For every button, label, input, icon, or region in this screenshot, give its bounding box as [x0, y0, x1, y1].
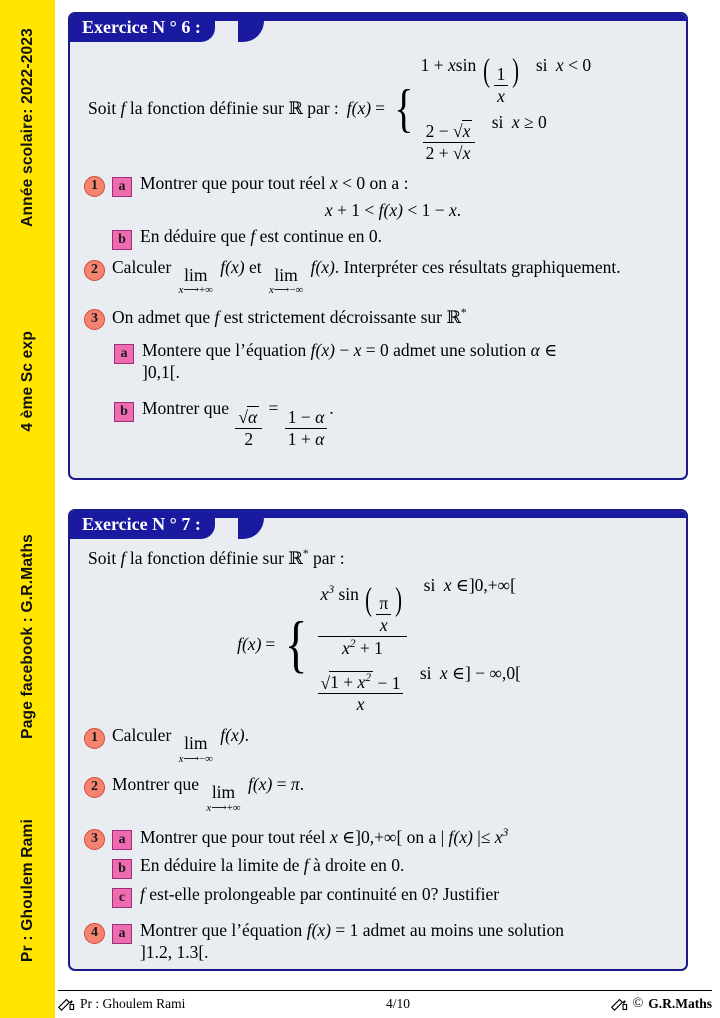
letter-badge-b: b	[112, 859, 132, 879]
sidebar-label-facebook: Page facebook : G.R.Maths	[18, 533, 36, 739]
pen-icon	[611, 998, 628, 1011]
exercise-7-definition: f (x) = { $x^3$ sin ( $\frac{\pi}{x}$ ) $x^2 + 1$ si x ∈]0,+∞[ $\frac{√1 + x^2 - 1}{x}$ si x ∈] − ∞,0[	[84, 572, 674, 718]
exercise-6-question-3b	[114, 392, 674, 449]
exercise-7-title: Exercice N ° 7 :	[70, 511, 215, 539]
exercise-7-q4a-text: Montrer que l’équation f(x) = 1 admet au moins une solution ]1.2, 1.3[.	[140, 919, 564, 962]
exercise-6-question-2	[84, 257, 674, 296]
exercise-7-question-1	[84, 725, 674, 764]
left-brace-icon: {	[285, 608, 308, 679]
exercise-7-intro: Soit f la fonction définie sur ℝ* par :	[88, 547, 345, 568]
exercise-6-intro: Soit f la fonction définie sur ℝ par :	[88, 97, 339, 118]
exercise-7-cases	[279, 572, 521, 718]
number-badge: 2	[84, 777, 105, 798]
exercise-7-question-3	[84, 826, 674, 908]
exercise-6-case-1: 1 + xsin ( $\frac{1}{x}$ ) si x < 0	[420, 51, 592, 106]
exercise-7-banner	[70, 511, 686, 539]
exercise-6-q1b-text: En déduire que f est continue en 0.	[140, 225, 383, 246]
number-badge: 2	[84, 260, 105, 281]
exercise-6-q3-text: On admet que f est strictement décroissante sur ℝ*	[112, 306, 467, 327]
exercise-6-case-2: $\frac{2 - √x}{2 + √x}$ si x ≥ 0	[421, 109, 591, 166]
exercise-7-q2-text: Montrer que lim x⟶+∞ f(x) = π.	[112, 774, 305, 814]
exercise-7-box	[68, 509, 688, 971]
left-brace-icon: {	[394, 78, 414, 139]
footer-page-number: 4/10	[385, 996, 410, 1011]
sidebar-slot-facebook	[0, 509, 55, 764]
sidebar-label-class: 4 ème Sc exp	[18, 331, 36, 433]
exercise-6-q2-text: Calculer lim x⟶+∞ f(x) et lim x⟶−∞ f(x). Interpréter ces résultats graphiquement.	[112, 256, 621, 296]
exercise-6-banner	[70, 14, 686, 42]
exercise-7-q3b-text: En déduire la limite de f à droite en 0.	[140, 854, 405, 875]
exercise-7-q1-text: Calculer lim x⟶−∞ f(x).	[112, 725, 249, 765]
page-footer	[58, 990, 712, 1012]
exercise-7-case-2: $\frac{√1 + x^2 - 1}{x}$ si x ∈] − ∞,0[	[316, 660, 521, 717]
number-badge: 1	[84, 728, 105, 749]
sidebar-slot-teacher	[0, 764, 55, 1018]
letter-badge-b: b	[112, 230, 132, 250]
number-badge: 4	[84, 923, 105, 944]
footer-brand-label: G.R.Maths	[648, 996, 712, 1011]
number-badge: 3	[84, 309, 105, 330]
exercise-6-box	[68, 12, 688, 480]
sidebar-slot-school-year	[0, 0, 55, 255]
letter-badge-a: a	[112, 830, 132, 850]
limit-operator: lim x⟶−∞	[268, 264, 304, 296]
footer-right	[611, 996, 712, 1012]
exercise-7-body	[70, 539, 686, 971]
sidebar-label-school-year: Année scolaire: 2022-2023	[18, 27, 36, 227]
exercise-7-question-4	[84, 920, 674, 964]
exercise-6-definition: Soit f la fonction définie sur ℝ par : f (x) = { 1 + xsin ( $\frac{1}{x}$ ) si x < 0 $\frac{2 - √x}{2 + √x}$ si x ≥ 0	[88, 52, 674, 166]
exercise-6-question-1	[84, 173, 674, 250]
exercise-7-q3a-text: Montrer que pour tout réel x ∈]0,+∞[ on a | f(x) |≤ $x^3$	[140, 826, 509, 847]
sidebar	[0, 0, 55, 1018]
exercise-6-q1a-formula: x + 1 < f(x) < 1 − x.	[324, 199, 462, 220]
exercise-6-q3b-text: Montrer que $\frac{√\alpha}{2}$ = $\frac{1 - \alpha}{1 + \alpha}$ .	[142, 397, 334, 449]
sidebar-label-teacher: Pr : Ghoulem Rami	[18, 819, 36, 963]
fraction-one-minus-alpha: $\frac{1 - \alpha}{1 + \alpha}$	[285, 408, 328, 449]
letter-badge-b: b	[114, 402, 134, 422]
letter-badge-a: a	[114, 344, 134, 364]
exercise-7-question-2	[84, 774, 674, 813]
letter-badge-a: a	[112, 177, 132, 197]
number-badge: 3	[84, 829, 105, 850]
exercise-6-q3a-text: Montere que l’équation f(x) − x = 0 admet une solution α ∈ ]0,1[.	[142, 339, 558, 382]
copyright-symbol: ©	[632, 996, 644, 1011]
sidebar-slot-class	[0, 255, 55, 510]
letter-badge-c: c	[112, 888, 132, 908]
exercise-6-body	[70, 42, 686, 459]
limit-operator: lim x⟶+∞	[206, 782, 241, 814]
exercise-6-question-3	[84, 306, 674, 330]
letter-badge-a: a	[112, 924, 132, 944]
footer-left	[58, 996, 185, 1012]
limit-operator: lim x⟶+∞	[178, 264, 213, 296]
exercise-6-question-3a	[114, 340, 674, 384]
pen-icon	[58, 998, 75, 1011]
exercise-7-fx-label: f	[237, 633, 242, 654]
exercise-6-title: Exercice N ° 6 :	[70, 14, 215, 42]
banner-notch	[238, 21, 264, 42]
banner-notch	[238, 518, 264, 539]
number-badge: 1	[84, 176, 105, 197]
fraction-sqrt-alpha-over-2: $\frac{√\alpha}{2}$	[235, 408, 262, 449]
exercise-6-fx-label: f	[346, 97, 352, 118]
exercise-6-cases	[389, 52, 591, 166]
limit-operator: lim x⟶−∞	[178, 733, 213, 765]
exercise-7-case-1: $x^3$ sin ( $\frac{\pi}{x}$ ) $x^2 + 1$ si x ∈]0,+∞[	[316, 572, 521, 661]
exercise-7-q3c-text: f est-elle prolongeable par continuité en 0? Justifier	[140, 883, 500, 904]
exercise-6-q1a-text: Montrer que pour tout réel x < 0 on a :	[140, 172, 409, 193]
footer-teacher-label: Pr : Ghoulem Rami	[80, 996, 186, 1011]
